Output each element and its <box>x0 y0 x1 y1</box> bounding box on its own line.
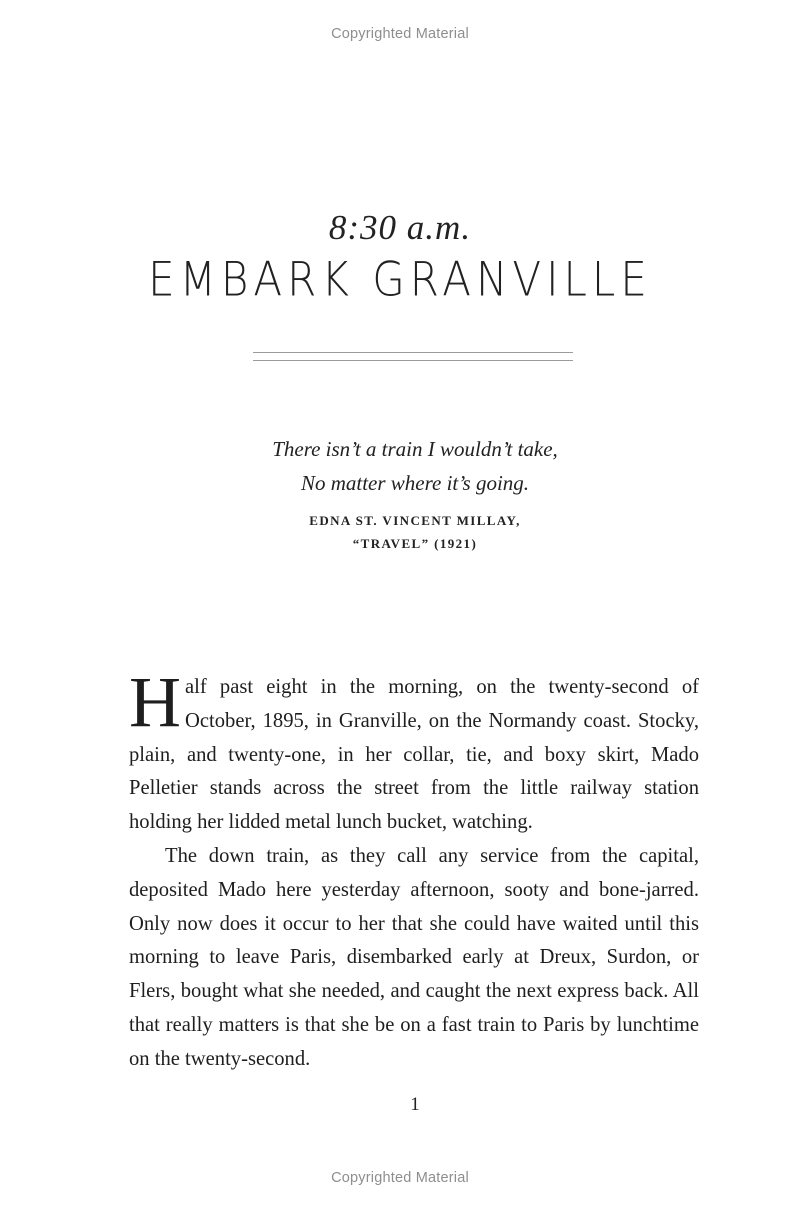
epigraph-line-2: No matter where it’s going. <box>300 471 530 495</box>
chapter-body <box>129 662 699 1077</box>
page-number: 1 <box>410 1094 420 1115</box>
copyright-watermark-top: Copyrighted Material <box>331 26 469 42</box>
drop-cap: H <box>129 662 181 742</box>
double-rule-divider <box>253 352 573 361</box>
epigraph-attribution-source: “TRAVEL” (1921) <box>352 536 478 551</box>
chapter-time: 8:30 a.m. <box>328 208 472 247</box>
copyright-watermark-bottom: Copyrighted Material <box>331 1170 469 1186</box>
epigraph-attribution-author: EDNA ST. VINCENT MILLAY, <box>309 513 521 528</box>
body-paragraph-2: The down train, as they call any service from the capital, deposited Mado here yesterday afternoon, sooty and bone-jarred. Only now does it occur to her that she could have waited until this morning to leave Paris, disembarked early at Dreux, Surdon, or Flers, bought what she needed, and caught the next express back. All that really matters is that she be on a fast train to Paris by lunchtime on the twenty-second. <box>129 844 699 1070</box>
body-paragraph-1-text: alf past eight in the morning, on the twenty-second of October, 1895, in Granville, on the Normandy coast. Stocky, plain, and twenty-one, in her collar, tie, and boxy skirt, Mado Pelletier stands across the street from the little railway station holding her lidded metal lunch bucket, watching. <box>129 676 699 834</box>
epigraph-line-1: There isn’t a train I wouldn’t take, <box>272 437 558 461</box>
chapter-title: EMBARK GRANVILLE <box>148 252 652 307</box>
body-paragraph-1 <box>129 662 699 840</box>
